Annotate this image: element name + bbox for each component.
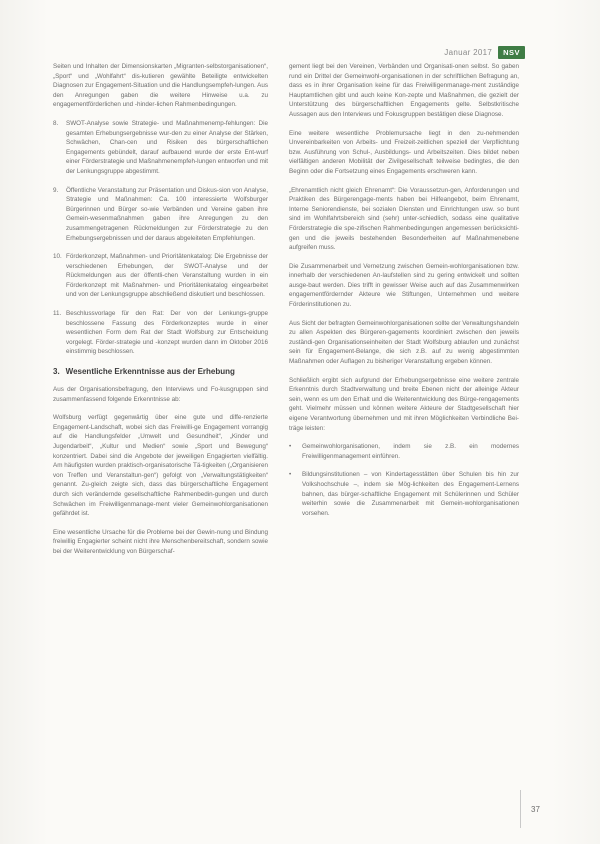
header-date: Januar 2017 <box>444 47 493 57</box>
bullet-item <box>289 442 519 461</box>
item-text: Beschlussvorlage für den Rat: Der von der Lenkungs-gruppe beschlossene Fassung des Förderkonzeptes wurde in einer wesentlichen Form dem Rat der Stadt Wolfsburg zur Entscheidung vorgelegt. Förder-strategie und -konzept wurden dann im Oktober 2016 einstimmig beschlossen. <box>66 310 268 356</box>
publisher-badge: NSV <box>498 46 525 59</box>
body-paragraph: Schließlich ergibt sich aufgrund der Erhebungsergebnisse eine weitere zentrale Erkenntnis durch Stadtverwaltung und breite Ebenen nicht der alleinige Akteur sein, wenn es um den Erhalt und die Weiterentwicklung des Bürge-rengagements geht. Vielmehr müssen und können weitere Akteure der Stadtgesellschaft hier eigene Verantwortung übernehmen und mit ihren Möglichkeiten Verbindliche Bei-träge leisten: <box>289 376 519 432</box>
body-paragraph: gement liegt bei den Vereinen, Verbänden und Organisati-onen selbst. So gaben rund ein Drittel der Gemeinwohl-organisationen in der schriftlichen Befragung an, dass es in ihrer Organisation keine für das Freiwilligenmanage-ment zuständige Hauptamtlichen gibt und auch keine Kon-zepte und Maßnahmen, die gezielt der Unterstützung des bürgerschaftlichen Engagements gelte. Selbstkritische Aussagen aus den Interviews und Fokusgruppen bestätigen diese Diagnose. <box>289 63 519 118</box>
list-item <box>53 186 268 244</box>
footer-divider <box>520 790 521 828</box>
item-number: 8. <box>53 119 59 127</box>
item-text: Öffentliche Veranstaltung zur Präsentation und Diskus-sion von Analyse, Strategie und Maßnahmen: Ca. 100 interessierte Wolfsburger Bürgerinnen und Bürger so-wie Verbänden und Vereine gaben ihre Gemein-wesenmaßnahmen gaben ihre Anregungen zu den zusammengetragenen Rückmeldungen zur Förderstrategie zu den Erhebungsergebnissen und der daraus abgeleiteten Empfehlungen. <box>66 186 268 242</box>
list-item <box>53 119 268 177</box>
item-text: Förderkonzept, Maßnahmen- und Prioritätenkatalog: Die Ergebnisse der verschiedenen Erhebungen, der SWOT-Analyse und der Rückmeldungen aus der öffentli-chen Veranstaltung wurden in ein Förderkonzept mit Maßnahmen- und Prioritätenkatalog eingearbeitet und von der Lenkungsgruppe abschließend diskutiert und beschlossen. <box>66 253 268 299</box>
item-number: 11. <box>53 310 62 318</box>
bullet-marker: • <box>289 471 292 479</box>
page-number: 37 <box>531 805 540 814</box>
item-number: 10. <box>53 253 62 261</box>
list-item <box>53 252 268 300</box>
bullet-item <box>289 470 519 518</box>
right-column <box>289 62 519 527</box>
body-paragraph: „Ehrenamtlich nicht gleich Ehrenamt“: Die Voraussetzun-gen, Anforderungen und Praktiken des Bürgerengage-ments haben bei Hilfeangebot, beim Ehrenamt, Interne Seniorendienste, bei sozialen Diensten und Einrichtungen usw. so bunt sind im Wohlfahrtsbereich sind (sehr) unter-schiedlich, sodass eine qualitative Förderstrategie die spe-zifischen Rahmenbedingungen angemessen berücksichti-gen und die jeweils bestehenden Besonderheiten auf Maßnahmenebene aufgreifen muss. <box>289 186 519 252</box>
section-intro: Aus der Organisationsbefragung, den Interviews und Fo-kusgruppen sind zusammenfassend folgende Erkenntnisse ab: <box>53 386 268 403</box>
list-item <box>53 309 268 357</box>
bullet-marker: • <box>289 443 292 451</box>
page-header <box>444 45 525 59</box>
body-paragraph: Wolfsburg verfügt gegenwärtig über eine gute und diffe-renzierte Engagement-Landschaft, wobei sich das Freiwilli-ge Engagement vorrangig auf die Handlungsfelder „Umwelt und Gesundheit“, „Kinder und Jugendarbeit“, „Kultur und Medien“ sowie „Sport und Bewegung“ konzentriert. Dabei sind die Angebote der jeweiligen Engagierten vielfältig. Am häufigsten wurden praktisch-organisatorische Tä-tigkeiten („Organisieren von Treffen und Veranstaltun-gen“) gefolgt von „Verwaltungstätigkeiten“ genannt. Zu-gleich zeigte sich, dass das bürgerschaftliche Engagement durch sich verändernde gesellschaftliche Rahmenbedin-gungen und durch Schwächen im Freiwilligenmanage-ment vieler Gemeinwohlorganisationen gefährdet ist. <box>53 414 268 518</box>
section-number: 3. <box>53 367 60 377</box>
body-paragraph: Eine wesentliche Ursache für die Probleme bei der Gewin-nung und Bindung freiwillig Engagierter scheint nicht ihre Menschenbereitschaft, sondern sowie bei der Weiterentwicklung von Bürgerschaf- <box>53 528 268 555</box>
body-paragraph: Eine weitere wesentliche Problemursache liegt in den zu-nehmenden Unvereinbarkeiten von Arbeits- und Freizeit-zeitlichen speziell der Verpflichtung bzw. Ausführung von Schul-, Ausbildungs- und Arbeitszeiten. Dies bildet neben vielfältigen anderen Mobilität der Zivilgesellschaft teilweise bedingtes, die den Beginn oder die Fortsetzung eines Engagements erschweren kann. <box>289 129 519 175</box>
section-title: Wesentliche Erkenntnisse aus der Erhebung <box>65 367 235 377</box>
item-number: 9. <box>53 186 59 194</box>
section-heading <box>53 367 268 377</box>
bullet-text: Bildungsinstitutionen – von Kindertagesstätten über Schulen bis hin zur Volkshochschule –, indem sie Mög-lichkeiten des Engagement-Lernens bahnen, das bürger-schaftliche Engagement mit Schülerinnen und Schüler weiterhin sowie die Zusammenarbeit mit Gemein-wohlorganisationen vorsehen. <box>302 471 519 517</box>
body-paragraph: Die Zusammenarbeit und Vernetzung zwischen Gemein-wohlorganisationen bzw. innerhalb der verschiedenen An-laufstellen sind zu gering entwickelt und sollten ausge-baut werden. Dies trifft in gewisser Weise auch auf das Zusammenwirken engagementfördernder Akteure wie Stiftungen, Unternehmen und weitere Förderinstitutionen zu. <box>289 262 519 309</box>
body-paragraph: Aus Sicht der befragten Gemeinwohlorganisationen sollte der Verwaltungshandeln zu allen Aspekten des Bürgeren-gagements koordiniert zwischen den jeweils zuständi-gen Organisationseinheiten der Stadt Wolfsburg ablaufen und zunächst sein für Engagement-Belange, die sich z.B. auf zu wenig abgestimmten Maßnahmen oder Auflagen zu bisheriger Veranstaltung ergeben können. <box>289 319 519 366</box>
bullet-text: Gemeinwohlorganisationen, indem sie z.B. ein modernes Freiwilligenmanagement einführen. <box>302 443 519 460</box>
item-text: SWOT-Analyse sowie Strategie- und Maßnahmenemp-fehlungen: Die gesamten Erhebungsergebnisse wur-den zu einer Analyse der Stärken, Schwächen, Chan-cen und Risiken des bürgerschaftlichen Engagements gebündelt, darauf aufbauend wurde der erste Ent-wurf einer Förderstrategie und Maßnahmenempfeh-lungen entworfen und mit der Lenkungsgruppe abgestimmt. <box>66 119 268 175</box>
left-column <box>53 62 268 566</box>
intro-paragraph: Seiten und Inhalten der Dimensionskarten „Migranten-selbstorganisationen“, „Sport“ und „Wohlfahrt“ dis-kutieren gewählte Beteiligte entwickelten Diagnosen zur Engagement-Situation und die Handlungsempfeh-lungen. Aus den Anregungen gaben die weitere Hinweise u.a. zu engagementförderlichen und -hinder-lichen Rahmenbedingungen. <box>53 63 268 109</box>
